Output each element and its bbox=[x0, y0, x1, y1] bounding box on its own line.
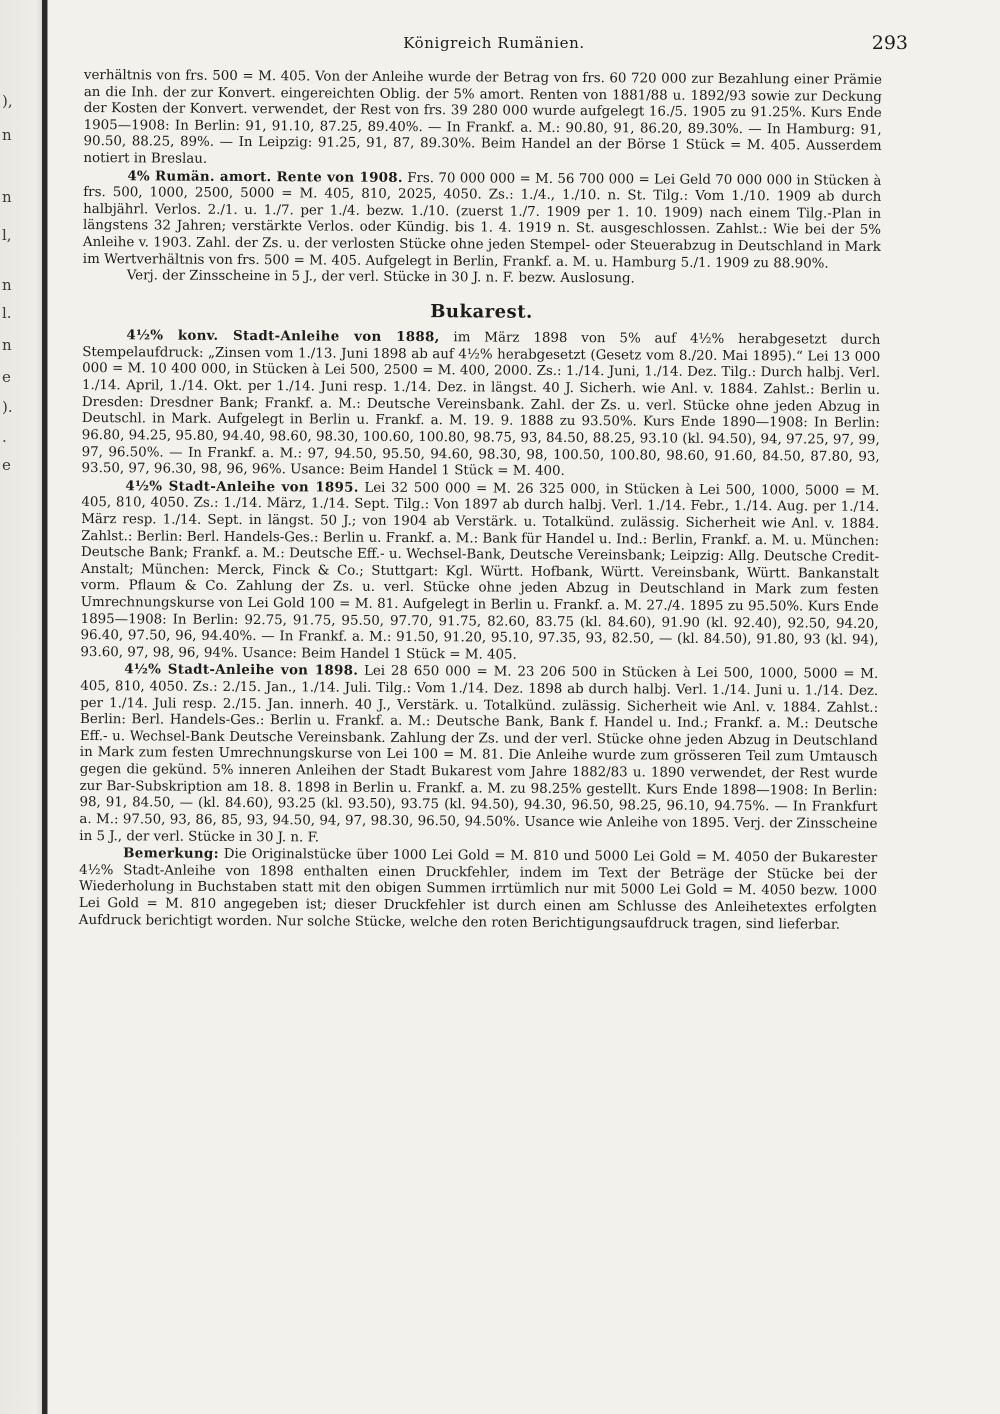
paragraph-entry bbox=[83, 168, 882, 274]
page-number: 293 bbox=[871, 32, 908, 54]
margin-fragment: l. bbox=[2, 304, 12, 322]
running-title: Königreich Rumänien. bbox=[403, 34, 585, 52]
page-gutter bbox=[0, 0, 48, 1414]
paragraph-text: Frs. 70 000 000 = M. 56 700 000 = Lei Geld 70 000 000 in Stücken à frs. 500, 1000, 2500, 5000 = M. 405, 810, 2025, 4050. Zs.: 1./4., 1./10. n. St. Tilg.: Vom 1./10. 1909 ab durch halbjährl. Verlos. 2./1. u. 1./7. per 1./4. bezw. 1./10. (zuerst 1./7. 1909 per 1. 10. 1909) nach einem Tilg.-Plan in längstens 32 Jahren; verstärkte Verlos. oder Kündig. bis 1. 4. 1919 n. St. ausgeschlossen. Zahlst.: Wie bei der 5% Anleihe v. 1903. Zahl. der Zs. u. der verlosten Stücke ohne jeden Stempel- oder Steuerabzug in Deutschland in Mark im Wertverhältnis von frs. 500 = M. 405. Aufgelegt in Berlin, Frankf. a. M. u. Hamburg 5./1. 1909 zu 88.90%. bbox=[82, 170, 882, 272]
margin-fragment: n bbox=[2, 336, 12, 354]
section-heading: Bukarest. bbox=[430, 301, 533, 323]
margin-fragment: ), bbox=[2, 92, 13, 110]
paragraph-text: Die Originalstücke über 1000 Lei Gold = M. 810 und 5000 Lei Gold = M. 4050 der Bukarester 4½% Stadt-Anleihe von 1898 enthalten einen Druckfehler, indem im Text der Beträge der Stücke bei der Wiederholung in Buchstaben statt mit den obigen Summen irrtümlich nur mit 5000 Lei Gold = M. 4050 bezw. 1000 Lei Gold = M. 810 angegeben ist; dieser Druckfehler ist durch einen am Schlusse des Anleihetextes erfolgten Aufdruck berichtigt worden. Nur solche Stücke, welche den roten Berichtigungsaufdruck tragen, sind lieferbar. bbox=[78, 846, 878, 933]
entry-heading: 4½% Stadt-Anleihe von 1895. bbox=[125, 477, 359, 496]
paragraph-text: im März 1898 von 5% auf 4½% herabgesetzt durch Stempelaufdruck: „Zinsen vom 1./13. Juni 1898 ab auf 4½% herabgesetzt (Gesetz vom 8./20. Mai 1895).“ Lei 13 000 000 = M. 10 400 000, in Stücken à Lei 500, 2500 = M. 400, 2000. Zs.: 1./14. Juni, 1./14. Dez. Tilg.: Durch halbj. Verl. 1./14. April, 1./14. Okt. per 1./14. Juni resp. 1./14. Dez. in längst. 40 J. Sicherh. wie Anl. v. 1884. Zahlst.: Berlin u. Dresden: Dresdner Bank; Frankf. a. M.: Deutsche Vereinsbank. Zahl. der Zs. u. verl. Stücke ohne jeden Abzug in Deutschl. in Mark. Aufgelegt in Berlin u. Frankf. a. M. 19. 9. 1888 zu 93.50%. Kurs Ende 1890—1908: In Berlin: 96.80, 94.25, 95.80, 94.40, 98.60, 98.30, 100.60, 100.80, 98.75, 93, 84.50, 88.25, 93.10 (kl. 94.50), 94, 97.25, 97, 99, 97, 96.50%. — In Frankf. a. M.: 97, 94.50, 95.50, 94.60, 98.30, 98, 100.50, 100.80, 98.60, 91.60, 84.50, 87.80, 93, 93.50, 97, 96.30, 98, 96, 96%. Usance: Beim Handel 1 Stück = M. 400. bbox=[81, 330, 881, 480]
note-heading: Bemerkung: bbox=[123, 845, 219, 862]
paragraph-entry bbox=[79, 661, 878, 850]
margin-fragment: . bbox=[2, 428, 7, 446]
page-body bbox=[79, 68, 882, 934]
paragraph-entry bbox=[80, 478, 879, 667]
entry-heading: 4½% konv. Stadt-Anleihe von 1888, bbox=[126, 327, 440, 346]
margin-fragment: e bbox=[2, 456, 11, 474]
margin-fragment: n bbox=[2, 126, 12, 144]
margin-fragment: e bbox=[2, 368, 11, 386]
margin-fragment: n bbox=[2, 188, 12, 206]
paragraph-entry bbox=[79, 845, 877, 934]
entry-heading: 4% Rumän. amort. Rente von 1908. bbox=[127, 167, 403, 186]
paragraph-continuation bbox=[83, 68, 882, 173]
paragraph-text: Lei 28 650 000 = M. 23 206 500 in Stücken à Lei 500, 1000, 5000 = M. 405, 810, 4050. Zs.: 2./15. Jan., 1./14. Juli. Tilg.: Vom 1./14. Dez. 1898 ab durch halbj. Verl. 1./14. Juni u. 1./14. Dez. per 1./14. Juli resp. 2./15. Jan. innerh. 40 J., Verstärk. u. Totalkünd. zulässig. Sicherheit wie Anl. v. 1884. Zahlst.: Berlin: Berl. Handels-Ges.: Berlin u. Frankf. a. M.: Deutsche Bank, Bank f. Handel u. Ind.; Frankf. a. M.: Deutsche Eff.- u. Wechsel-Bank Deutsche Vereinsbank. Zahlung der Zs. und der verl. Stücke ohne jeden Abzug in Deutschland in Mark zum festen Umrechnungskurse von Lei 100 = M. 81. Die Anleihe wurde zum grösseren Teil zum Umtausch gegen die gekünd. 5% inneren Anleihen der Stadt Bukarest vom Jahre 1882/83 u. 1890 verwendet, der Rest wurde zur Bar-Subskription am 18. 8. 1898 in Berlin u. Frankf. a. M. zu 98.25% gestellt. Kurs Ende 1898—1908: In Berlin: 98, 91, 84.50, — (kl. 84.60), 93.25 (kl. 93.50), 93.75 (kl. 94.50), 94.30, 96.50, 98.25, 96.10, 94.75%. — In Frankfurt a. M.: 97.50, 93, 86, 85, 93, 94.50, 94, 97, 98.30, 96.50, 94.50%. Usance wie Anleihe von 1895. Verj. der Zinsscheine in 5 J., der verl. Stücke in 30 J. n. F. bbox=[79, 664, 879, 845]
margin-fragment: ). bbox=[2, 398, 13, 416]
paragraph-text: Verj. der Zinsscheine in 5 J., der verl. Stücke in 30 J. n. F. bezw. Auslosung. bbox=[126, 268, 635, 287]
running-head bbox=[80, 34, 908, 58]
entry-heading: 4½% Stadt-Anleihe von 1898. bbox=[124, 661, 359, 680]
paragraph-text: verhältnis von frs. 500 = M. 405. Von der Anleihe wurde der Betrag von frs. 60 720 000 zur Bezahlung einer Prämie an die Inh. der zur Konvert. eingereichten Oblig. der 5% amort. Renten von 1881/88 u. 1892/93 sowie zur Deckung der Kosten der Konvert. verwendet, der Rest von frs. 39 280 000 wurde aufgelegt 16./5. 1905 zu 91.25%. Kurs Ende 1905—1908: In Berlin: 91, 91.10, 87.25, 89.40%. — In Frankf. a. M.: 90.80, 91, 86.20, 89.30%. — In Hamburg: 91, 90.50, 88.25, 89%. — In Leipzig: 91.25, 91, 87, 89.30%. Beim Handel an der Börse 1 Stück = M. 405. Ausserdem notiert in Breslau. bbox=[83, 68, 882, 167]
margin-fragment: l, bbox=[2, 226, 12, 244]
margin-fragment: n bbox=[2, 276, 12, 294]
binding-edge bbox=[42, 0, 47, 1414]
paragraph-entry bbox=[81, 327, 880, 482]
paragraph-text: Lei 32 500 000 = M. 26 325 000, in Stücken à Lei 500, 1000, 5000 = M. 405, 810, 4050. Zs.: 1./14. März, 1./14. Sept. Tilg.: Von 1897 ab durch halbj. Verl. 1./14. Febr., 1./14. Aug. per 1./14. März resp. 1./14. Sept. in längst. 50 J.; von 1904 ab Verstärk. u. Totalkünd. zulässig. Sicherheit wie Anl. v. 1884. Zahlst.: Berlin: Berl. Handels-Ges.: Berlin u. Frankf. a. M.: Bank für Handel u. Ind.: Berlin, Frankf. a. M. u. München: Deutsche Bank; Frankf. a. M.: Deutsche Eff.- u. Wechsel-Bank, Deutsche Vereinsbank; Leipzig: Allg. Deutsche Credit-Anstalt; München: Merck, Finck & Co.; Stuttgart: Kgl. Württ. Hofbank, Württ. Vereinsbank, Württ. Bankanstalt vorm. Pflaum & Co. Zahlung der Zs. u. verl. Stücke ohne jeden Abzug in Deutschland in Mark zum festen Umrechnungskurse von Lei Gold 100 = M. 81. Aufgelegt in Berlin u. Frankf. a. M. 27./4. 1895 zu 95.50%. Kurs Ende 1895—1908: In Berlin: 92.75, 91.75, 95.50, 97.70, 91.75, 82.60, 83.75 (kl. 84.60), 91.90 (kl. 92.40), 92.50, 94.20, 96.40, 97.50, 96, 94.40%. — In Frankf. a. M.: 91.50, 91.20, 95.10, 97.35, 93, 82.50, — (kl. 84.50), 91.80, 93 (kl. 94), 93.60, 97, 98, 96, 94%. Usance: Beim Handel 1 Stück = M. 405. bbox=[80, 480, 880, 663]
